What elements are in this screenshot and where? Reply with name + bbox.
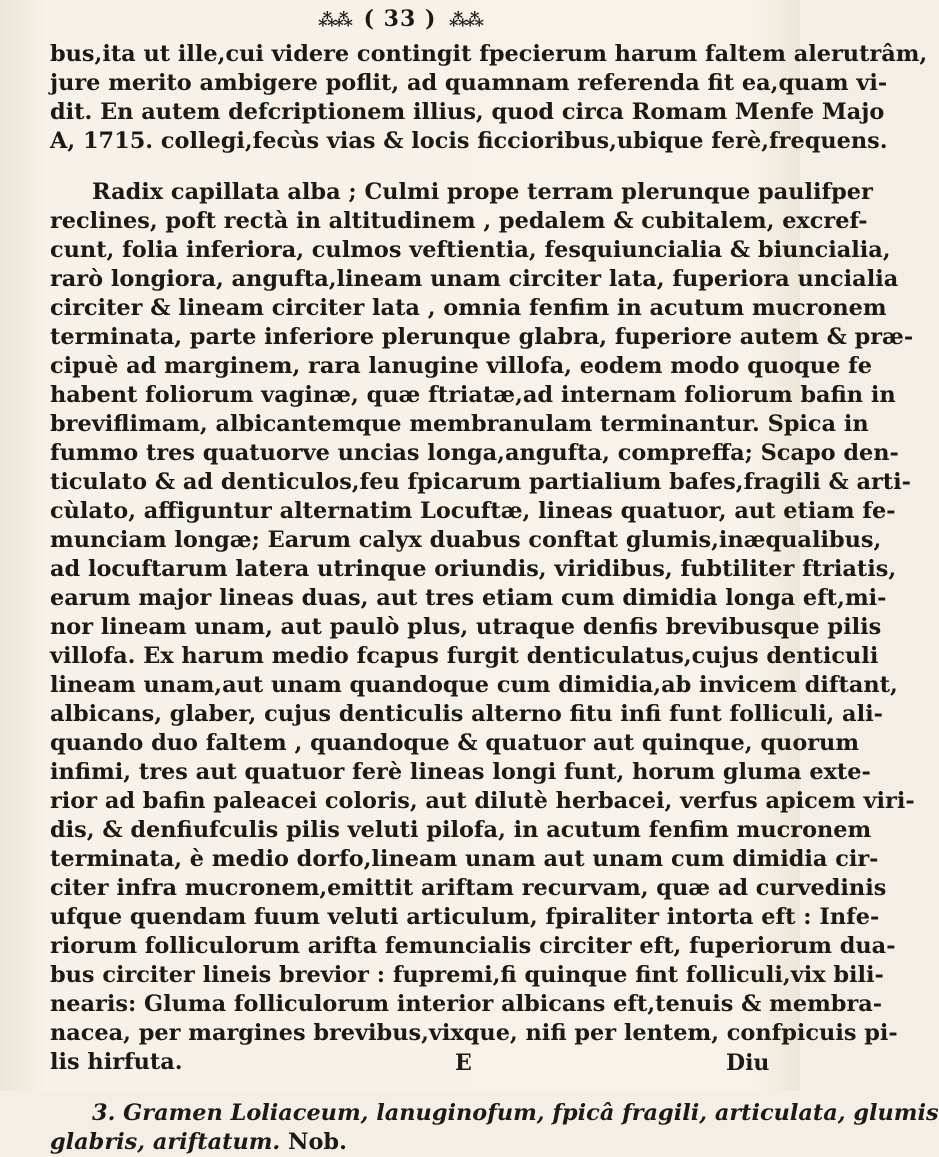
text-line: A, 1715. collegi,fecùs vias & locis ficcioribus,ubique ferè,frequens.: [50, 128, 888, 154]
text-line: breviflimam, albicantemque membranulam terminantur. Spica in: [50, 411, 869, 437]
page-header: [0, 6, 800, 32]
text-line: villofa. Ex harum medio fcapus furgit denticulatus,cujus denticuli: [50, 643, 879, 669]
signature-mark: E: [455, 1050, 472, 1076]
text-line: cipuè ad marginem, rara lanugine villofa, eodem modo quoque fe: [50, 353, 872, 379]
text-line: terminata, è medio dorfo,lineam unam aut unam cum dimidia cir-: [50, 846, 879, 872]
text-line: Radix capillata alba ; Culmi prope terram plerunque paulifper: [92, 179, 873, 205]
page-body: [50, 40, 939, 1157]
paragraph-3-line-2: [50, 1128, 775, 1157]
catchword: Diu: [726, 1050, 770, 1076]
text-line: nearis: Gluma folliculorum interior albicans eft,tenuis & membra-: [50, 991, 883, 1017]
text-line: circiter & lineam circiter lata , omnia fenfim in acutum mucronem: [50, 295, 887, 321]
text-line: bus circiter lineis brevior : fupremi,fi quinque fint folliculi,vix bili-: [50, 962, 884, 988]
text-line: rarò longiora, angufta,lineam unam circiter lata, fuperiora uncialia: [50, 266, 899, 292]
text-line: lis hirfuta.: [50, 1049, 183, 1075]
text-line: quando duo faltem , quandoque & quatuor aut quinque, quorum: [50, 730, 860, 756]
ornament-right-icon: ⁂⁂: [449, 10, 482, 31]
text-line: jure merito ambigere poflit, ad quamnam referenda fit ea,quam vi-: [50, 70, 888, 96]
text-line: earum major lineas duas, aut tres etiam cum dimidia longa eft,mi-: [50, 585, 887, 611]
text-line: cùlato, affiguntur alternatim Locuftæ, lineas quatuor, aut etiam fe-: [50, 498, 896, 524]
text-line: fummo tres quatuorve uncias longa,angufta, compreffa; Scapo den-: [50, 440, 899, 466]
paragraph-3-line-1: 3. Gramen Loliaceum, lanuginofum, fpicâ fragili, articulata, glumis: [92, 1100, 939, 1126]
text-line: reclines, poft rectà in altitudinem , pedalem & cubitalem, excref-: [50, 208, 868, 234]
species-name-end: glabris, ariftatum.: [50, 1129, 281, 1155]
text-line: ad locuftarum latera utrinque oriundis, viridibus, fubtiliter ftriatis,: [50, 556, 897, 582]
text-line: infimi, tres aut quatuor ferè lineas longi funt, horum gluma exte-: [50, 759, 871, 785]
paragraph-gap: [50, 1077, 775, 1099]
text-line: nacea, per margines brevibus,vixque, nifi per lentem, confpicuis pi-: [50, 1020, 898, 1046]
paragraph-gap: [50, 156, 775, 178]
text-line: ufque quendam fuum veluti articulum, fpiraliter intorta eft : Infe-: [50, 904, 880, 930]
author-abbrev: Nob.: [280, 1129, 347, 1155]
paragraph-3: [50, 1099, 939, 1157]
paragraph-2: [50, 178, 915, 1077]
text-line: bus,ita ut ille,cui videre contingit fpecierum harum faltem alerutrâm,: [50, 41, 928, 67]
ornament-left-icon: ⁂⁂: [318, 10, 351, 31]
page-number: ( 33 ): [363, 6, 437, 32]
text-line: cunt, folia inferiora, culmos veftientia, fesquiuncialia & biuncialia,: [50, 237, 891, 263]
paragraph-1: [50, 40, 928, 156]
text-line: dit. En autem defcriptionem illius, quod circa Romam Menfe Majo: [50, 99, 885, 125]
text-line: nor lineam unam, aut paulò plus, utraque denfis brevibusque pilis: [50, 614, 882, 640]
text-line: ticulato & ad denticulos,feu fpicarum partialium bafes,fragili & arti-: [50, 469, 911, 495]
text-line: dis, & denfiufculis pilis veluti pilofa, in acutum fenfim mucronem: [50, 817, 872, 843]
text-line: munciam longæ; Earum calyx duabus conftat glumis,inæqualibus,: [50, 527, 882, 553]
text-line: riorum folliculorum arifta femuncialis circiter eft, fuperiorum dua-: [50, 933, 896, 959]
text-line: citer infra mucronem,emittit ariftam recurvam, quæ ad curvedinis: [50, 875, 887, 901]
text-line: lineam unam,aut unam quandoque cum dimidia,ab invicem diftant,: [50, 672, 898, 698]
text-line: albicans, glaber, cujus denticulis alterno fitu infi funt folliculi, ali-: [50, 701, 883, 727]
text-line: terminata, parte inferiore plerunque glabra, fuperiore autem & præ-: [50, 324, 914, 350]
text-line: rior ad bafin paleacei coloris, aut dilutè herbacei, verfus apicem viri-: [50, 788, 915, 814]
text-line: habent foliorum vaginæ, quæ ftriatæ,ad internam foliorum bafin in: [50, 382, 896, 408]
